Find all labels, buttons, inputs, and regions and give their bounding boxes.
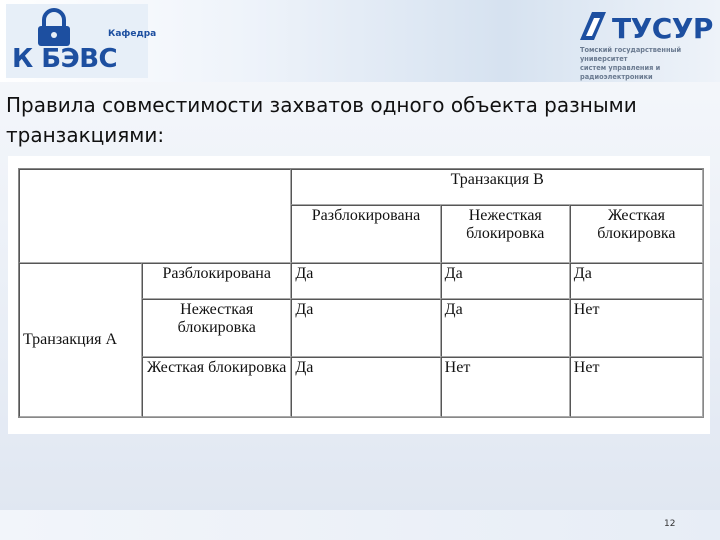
row-header: Жесткая блокировка — [142, 357, 291, 417]
column-header: Жесткая блокировка — [570, 205, 703, 263]
row-header: Нежесткая блокировка — [142, 299, 291, 357]
department-logo — [6, 4, 157, 78]
university-name: ТУСУР — [612, 12, 713, 45]
slide-footer — [0, 510, 720, 540]
table-cell: Нет — [570, 299, 703, 357]
column-header: Нежесткая блокировка — [441, 205, 570, 263]
row-group-header: Транзакция А — [19, 263, 142, 417]
slide-title: Правила совместимости захватов одного объекта разными транзакциями: — [6, 93, 637, 147]
lock-compatibility-table — [18, 168, 704, 418]
table-cell: Да — [441, 263, 570, 299]
university-subtitle-line: Томский государственный университет — [580, 46, 682, 63]
university-logo — [576, 6, 716, 81]
table-row — [19, 263, 703, 299]
padlock-icon — [34, 8, 104, 48]
university-emblem-icon — [578, 10, 608, 42]
table-container — [8, 156, 710, 434]
table-row — [19, 169, 703, 205]
table-cell: Да — [291, 263, 440, 299]
column-group-header: Транзакция В — [291, 169, 703, 205]
table-cell: Нет — [441, 357, 570, 417]
table-cell: Да — [291, 299, 440, 357]
slide-number: 12 — [664, 519, 676, 529]
table-corner-cell — [19, 169, 291, 263]
row-header: Разблокирована — [142, 263, 291, 299]
table-cell: Да — [570, 263, 703, 299]
university-subtitle-line: систем управления и радиоэлектроники — [580, 64, 661, 81]
department-label: Кафедра — [108, 29, 157, 39]
slide-header — [0, 0, 720, 82]
department-name: К БЭВС — [12, 44, 118, 74]
university-subtitle — [580, 46, 716, 82]
column-header: Разблокирована — [291, 205, 440, 263]
table-cell: Да — [291, 357, 440, 417]
table-cell: Нет — [570, 357, 703, 417]
table-cell: Да — [441, 299, 570, 357]
